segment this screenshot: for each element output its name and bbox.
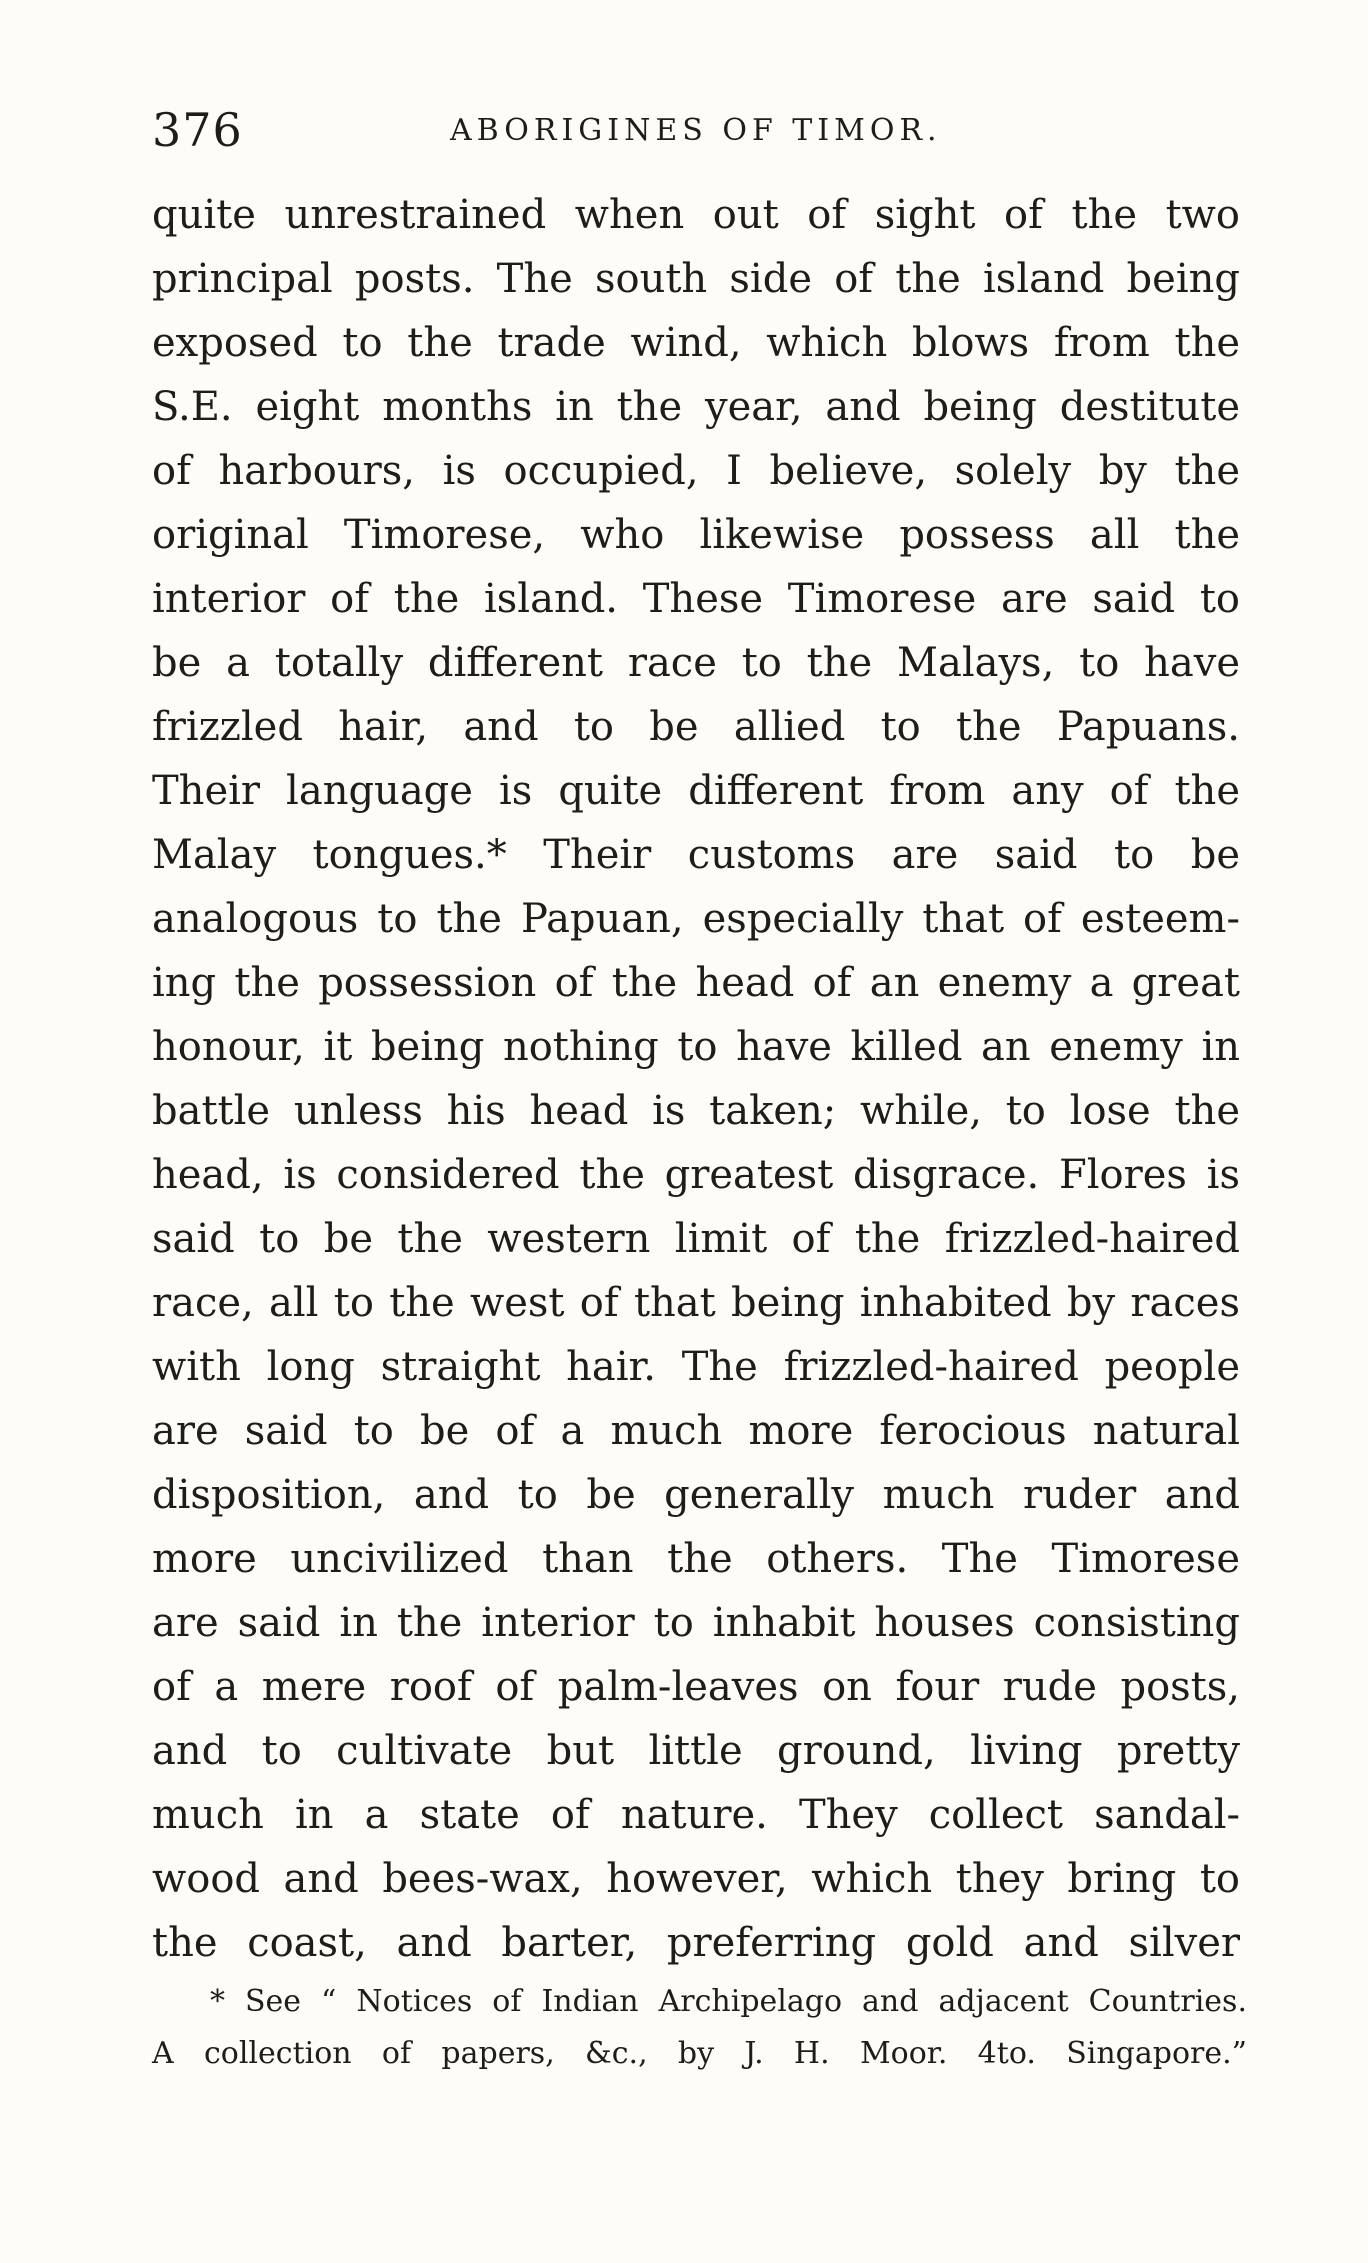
- text-line: more uncivilized than the others. The Timorese: [152, 1536, 1240, 1582]
- text-line: original Timorese, who likewise possess all the: [152, 512, 1240, 558]
- text-line: of a mere roof of palm-leaves on four rude posts,: [152, 1664, 1240, 1710]
- text-line: quite unrestrained when out of sight of the two: [152, 192, 1240, 238]
- footnote: [152, 1976, 1247, 2080]
- text-line: with long straight hair. The frizzled-haired people: [152, 1344, 1240, 1390]
- text-line: be a totally different race to the Malays, to have: [152, 640, 1240, 686]
- text-line: race, all to the west of that being inhabited by races: [152, 1280, 1240, 1326]
- body-text: [152, 183, 1240, 1975]
- running-head: [152, 100, 1247, 160]
- text-line: exposed to the trade wind, which blows from the: [152, 320, 1240, 366]
- footnote-line: A collection of papers, &c., by J. H. Moor. 4to. Singapore.”: [152, 2036, 1247, 2071]
- text-line: much in a state of nature. They collect sandal-: [152, 1792, 1240, 1838]
- text-line: Their language is quite different from any of the: [152, 768, 1240, 814]
- text-line: said to be the western limit of the frizzled-haired: [152, 1216, 1240, 1262]
- text-line: analogous to the Papuan, especially that of esteem-: [152, 896, 1240, 942]
- text-line: interior of the island. These Timorese are said to: [152, 576, 1240, 622]
- text-line: head, is considered the greatest disgrace. Flores is: [152, 1152, 1240, 1198]
- text-line: battle unless his head is taken; while, to lose the: [152, 1088, 1240, 1134]
- text-line: disposition, and to be generally much ruder and: [152, 1472, 1240, 1518]
- page-number: 376: [152, 103, 243, 157]
- text-line: are said to be of a much more ferocious natural: [152, 1408, 1240, 1454]
- text-line: S.E. eight months in the year, and being destitute: [152, 384, 1240, 430]
- text-line: Malay tongues.* Their customs are said to be: [152, 832, 1240, 878]
- text-line: ing the possession of the head of an enemy a great: [152, 960, 1240, 1006]
- text-line: honour, it being nothing to have killed an enemy in: [152, 1024, 1240, 1070]
- text-line: wood and bees-wax, however, which they bring to: [152, 1856, 1240, 1902]
- text-line: are said in the interior to inhabit houses consisting: [152, 1600, 1240, 1646]
- text-line: of harbours, is occupied, I believe, solely by the: [152, 448, 1240, 494]
- text-line: frizzled hair, and to be allied to the Papuans.: [152, 704, 1240, 750]
- running-title: ABORIGINES OF TIMOR.: [450, 113, 942, 148]
- footnote-line: * See “ Notices of Indian Archipelago and adjacent Countries.: [210, 1984, 1247, 2019]
- text-line: the coast, and barter, preferring gold and silver: [152, 1920, 1240, 1966]
- text-line: principal posts. The south side of the island being: [152, 256, 1240, 302]
- text-line: and to cultivate but little ground, living pretty: [152, 1728, 1240, 1774]
